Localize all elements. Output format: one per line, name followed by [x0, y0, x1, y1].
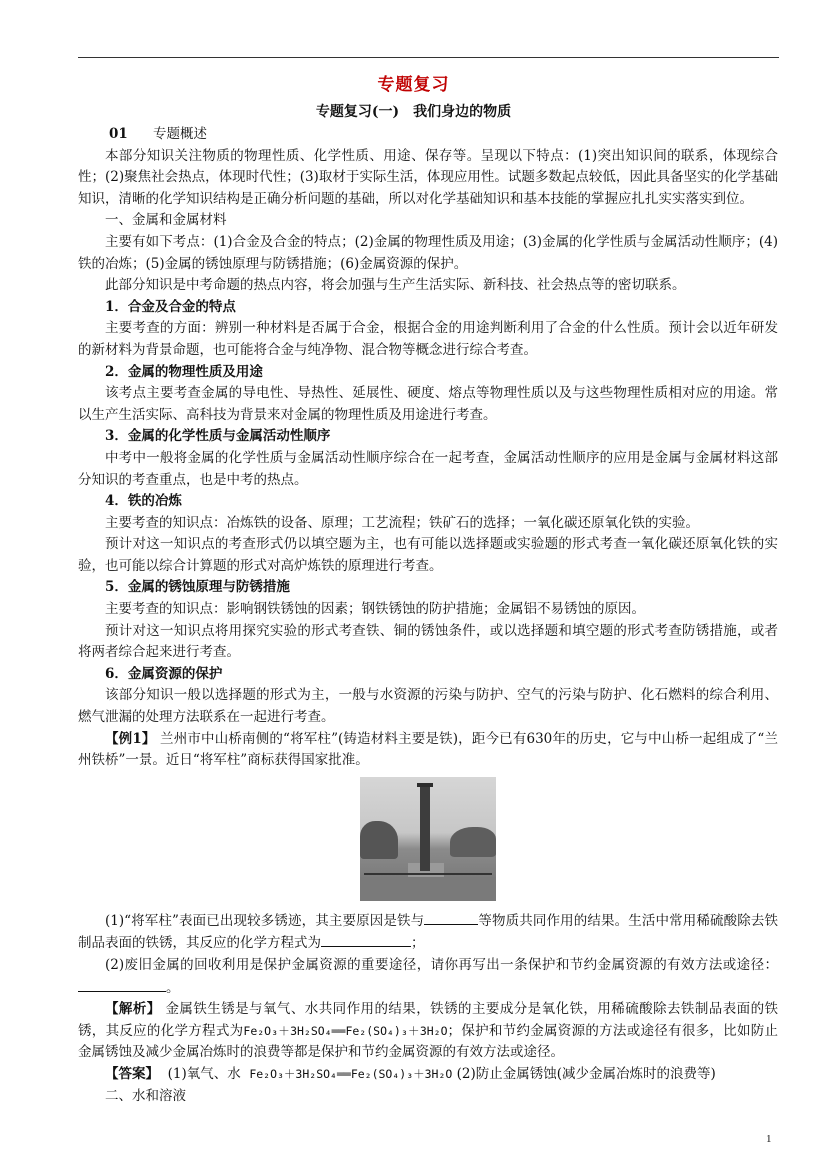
tree-left-shape — [360, 821, 398, 859]
section2-heading: 二、水和溶液 — [105, 1087, 186, 1104]
answer-label: 【答案】 — [105, 1065, 159, 1082]
topic-2-paragraph-1: 该考点主要考查金属的导电性、导热性、延展性、硬度、熔点等物理性质以及与这些物理性质相对应的用途。常以生产生活实际、高科技为背景来对金属的物理性质及用途进行考查。 — [78, 385, 778, 423]
topic-5-paragraph-2: 预计对这一知识点将用探究实验的形式考查铁、铜的锈蚀条件，或以选择题和填空题的形式考查防锈措施，或者将两者综合起来进行考查。 — [78, 622, 778, 661]
answer-blank-1[interactable] — [424, 910, 478, 925]
analysis-paragraph — [78, 999, 778, 1064]
section1-heading: 一、金属和金属材料 — [105, 212, 227, 229]
question-1 — [78, 910, 778, 955]
question-1-part-a: (1)“将军柱”表面已出现较多锈迹，其主要原因是铁与 — [105, 912, 425, 929]
question-2-part-a: (2)废旧金属的回收利用是保护金属资源的重要途径，请你再写出一条保护和节约金属资源的有效方法或途径： — [105, 957, 778, 973]
example-text: 兰州市中山桥南侧的“将军柱”(铸造材料主要是铁)，距今已有630年的历史，它与中山桥一起组成了“兰州铁桥”一景。近日“将军柱”商标获得国家批准。 — [78, 730, 778, 769]
example-1 — [78, 729, 778, 772]
page-number: 1 — [766, 1133, 772, 1145]
topic-3-paragraph-1: 中考中一般将金属的化学性质与金属活动性顺序综合在一起考查，金属活动性顺序的应用是金属与金属材料这部分知识的考查重点，也是中考的热点。 — [78, 449, 778, 488]
topic-6-paragraph-1: 该部分知识一般以选择题的形式为主，一般与水资源的污染与防护、空气的污染与防护、化石燃料的综合利用、燃气泄漏的处理方法联系在一起进行考查。 — [78, 687, 778, 726]
question-2 — [78, 955, 778, 999]
topic-5-title: 5．金属的锈蚀原理与防锈措施 — [105, 579, 290, 596]
overview-number: 01 — [109, 126, 128, 142]
pillar-cap-shape — [417, 783, 433, 787]
topic-4-title: 4．铁的冶炼 — [105, 493, 182, 510]
question-1-part-b: 等物质共同作用的结果。生活中常用稀硫酸除去铁制品表面的铁锈，其反应的化学方程式为 — [78, 912, 779, 952]
answer-blank-2[interactable] — [321, 932, 411, 947]
example-label: 【例1】 — [105, 730, 156, 747]
topic-4-paragraph-1: 主要考查的知识点：冶炼铁的设备、原理；工艺流程；铁矿石的选择；一氧化碳还原氧化铁的实验。 — [105, 514, 699, 531]
overview-paragraph: 本部分知识关注物质的物理性质、化学性质、用途、保存等。呈现以下特点：(1)突出知识间的联系，体现综合性；(2)聚焦社会热点，体现时代性；(3)取材于实际生活，体现应用性。试题多数起点较低，因此具备坚实的化学基础知识，清晰的化学知识结构是正确分析问题的基础，所以对化学基础知识和基本技能的掌握应扎扎实实落实到位。 — [78, 147, 778, 207]
top-rule — [78, 57, 779, 58]
section1-intro-2: 此部分知识是中考命题的热点内容，将会加强与生产生活实际、新科技、社会热点等的密切联系。 — [105, 277, 686, 294]
topic-5-paragraph-1: 主要考查的知识点：影响钢铁锈蚀的因素；钢铁锈蚀的防护措施；金属铝不易锈蚀的原因。 — [105, 601, 645, 618]
general-pillar-photo — [360, 777, 496, 901]
topic-1-title: 1．合金及合金的特点 — [105, 298, 236, 315]
topic-1-paragraph-1: 主要考查的方面：辨别一种材料是否属于合金，根据合金的用途判断利用了合金的什么性质。预计会以近年研发的新材料为背景命题，也可能将合金与纯净物、混合物等概念进行综合考查。 — [78, 320, 778, 358]
overview-heading-text: 专题概述 — [153, 126, 207, 142]
photo-container — [78, 774, 778, 906]
topic-3-title: 3．金属的化学性质与金属活动性顺序 — [105, 428, 331, 445]
overview-heading — [78, 124, 778, 146]
document-body — [78, 124, 778, 1107]
topic-4-paragraph-2: 预计对这一知识点的考查形式仍以填空题为主，也有可能以选择题或实验题的形式考查一氧化碳还原氧化铁的实验，也可能以综合计算题的形式对高炉炼铁的原理进行考查。 — [78, 536, 778, 574]
section1-intro-1: 主要有如下考点：(1)合金及合金的特点；(2)金属的物理性质及用途；(3)金属的化学性质与金属活动性顺序；(4)铁的冶炼；(5)金属的锈蚀原理与防锈措施；(6)金属资源的保护。 — [78, 233, 778, 272]
railing-shape — [364, 873, 492, 875]
analysis-label: 【解析】 — [105, 1001, 161, 1018]
topic-2-title: 2．金属的物理性质及用途 — [105, 363, 263, 380]
pillar-shape — [420, 785, 430, 871]
answer-formula: Fe₂O₃＋3H₂SO₄══Fe₂(SO₄)₃＋3H₂O — [249, 1066, 453, 1081]
answer-paragraph — [78, 1064, 778, 1086]
analysis-text-a: 金属铁生锈是与氧气、水共同作用的结果，铁锈的主要成分是氧化铁，用稀硫酸除去铁制品表面的铁锈，其反应的化学方程式为 — [78, 1001, 779, 1039]
page-title: 专题复习 — [377, 75, 450, 95]
question-2-part-b: 。 — [166, 979, 180, 996]
page-subtitle: 专题复习(一) 我们身边的物质 — [315, 104, 512, 120]
answer-blank-3[interactable] — [78, 977, 166, 992]
answer-part-1: (1)氧气、水 — [167, 1065, 241, 1082]
analysis-formula: Fe₂O₃＋3H₂SO₄══Fe₂(SO₄)₃＋3H₂O — [243, 1023, 448, 1038]
question-1-part-c: ； — [411, 935, 425, 952]
ground-shape — [360, 877, 496, 901]
analysis-text-b: ；保护和节约金属资源的方法或途径有很多，比如防止金属锈蚀及减少金属冶炼时的浪费等都是保护和节约金属资源的有效方法或途径。 — [78, 1022, 779, 1061]
tree-right-shape — [450, 827, 496, 857]
answer-part-2: (2)防止金属锈蚀(减少金属冶炼时的浪费等) — [456, 1065, 716, 1082]
topic-6-title: 6．金属资源的保护 — [105, 665, 223, 682]
